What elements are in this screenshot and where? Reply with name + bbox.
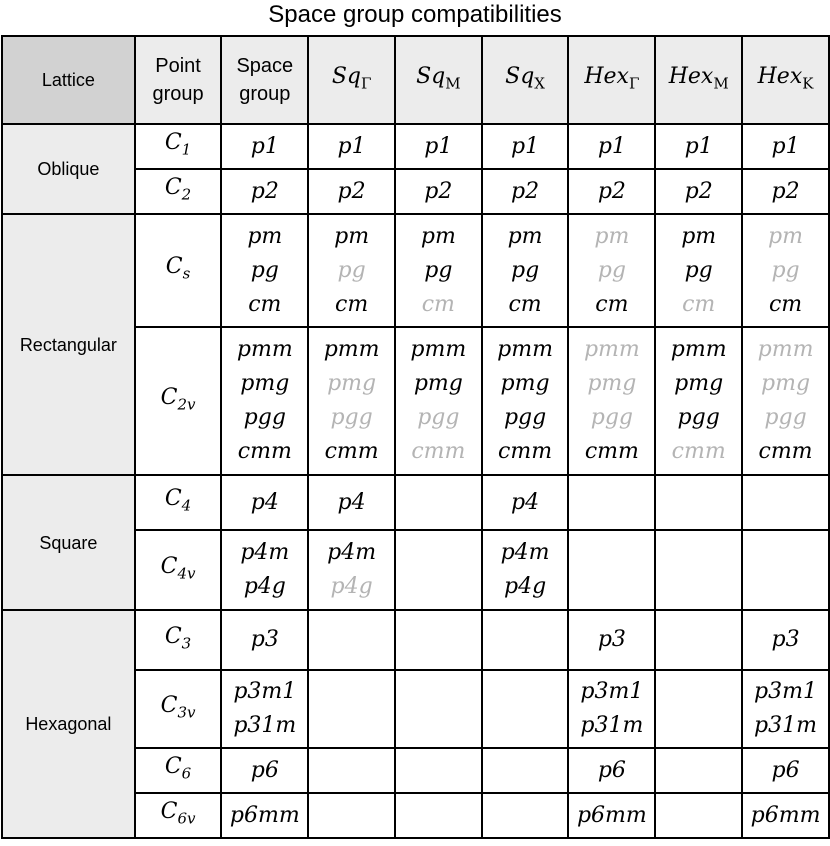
compatible-group: p1 [597,133,626,159]
compat-cell [482,748,569,793]
point-group-subscript: 3 [181,634,192,653]
space-group-label: p4g [243,574,286,599]
header-symbol: Hex [757,63,803,89]
point-group-symbol: C [160,692,178,718]
space-group-cell [221,327,308,475]
compatible-group: p2 [771,178,800,204]
compat-cell [568,670,655,748]
point-group-cell [135,793,222,838]
compatible-group: cmm [498,439,553,464]
space-group-label: p6 [250,757,279,783]
header-sq-2 [482,36,569,124]
incompatible-group: pmm [757,337,814,362]
space-group-cell [221,793,308,838]
compatible-group: pg [424,257,453,283]
space-group-label: p1 [250,133,279,159]
compat-cell [568,748,655,793]
space-group-label: p3m1 [233,679,297,704]
compatible-group: pm [420,223,456,249]
space-group-label: pmg [240,371,290,396]
space-group-cell [221,169,308,214]
compat-cell [655,214,742,327]
compat-cell [482,327,569,475]
compatible-group: pmm [410,337,467,362]
compat-cell [742,475,829,530]
header-space-group [221,36,308,124]
header-text: Space [236,55,294,77]
compatible-group: pm [681,223,717,249]
point-group-symbol: C [164,486,182,512]
compat-cell [308,610,395,670]
incompatible-group: pm [594,223,630,249]
compatible-group: p1 [771,133,800,159]
point-group-symbol: C [164,175,182,201]
compat-cell [655,610,742,670]
lattice-oblique: Oblique [2,124,135,214]
compatible-group: cm [508,291,542,317]
compat-cell [482,610,569,670]
header-hex-3 [568,36,655,124]
compatible-group: pmg [413,371,463,396]
compatible-group: p2 [511,178,540,204]
compat-cell [568,169,655,214]
compat-cell [742,670,829,748]
header-subscript: M [713,74,729,93]
compatible-group: cm [335,291,369,317]
compat-cell [655,793,742,838]
table-row [2,124,829,169]
point-group-subscript: 2 [181,185,192,204]
incompatible-group: pmm [583,337,640,362]
compat-cell [395,670,482,748]
point-group-subscript: 3v [177,703,196,722]
point-group-symbol: C [164,754,182,780]
incompatible-group: pg [771,257,800,283]
compat-cell [308,530,395,610]
point-group-symbol: C [160,799,178,825]
compat-cell [655,670,742,748]
point-group-symbol: C [165,254,183,280]
compatible-group: p6mm [576,802,647,828]
point-group-cell [135,214,222,327]
space-group-label: cmm [237,439,292,464]
compat-cell [395,214,482,327]
header-subscript: X [534,74,545,93]
compat-cell [568,793,655,838]
compatible-group: p6mm [750,802,821,828]
header-subscript: Γ [628,74,640,93]
incompatible-group: pgg [417,405,460,430]
compatible-group: pgg [677,405,720,430]
compatible-group: p6 [771,757,800,783]
compat-cell [395,748,482,793]
compat-cell [308,169,395,214]
compatible-group: p2 [684,178,713,204]
lattice-hexagonal: Hexagonal [2,610,135,838]
compat-cell [308,670,395,748]
compat-cell [568,124,655,169]
compatible-group: p4 [337,489,366,515]
header-symbol: Hex [668,63,714,89]
compat-cell [655,475,742,530]
compatible-group: pmm [670,337,727,362]
compatible-group: pmm [497,337,553,362]
space-group-label: p6mm [229,802,300,828]
point-group-subscript: s [182,264,191,283]
incompatible-group: pmg [587,371,637,396]
space-group-cell [221,670,308,748]
compat-cell [482,793,569,838]
compat-cell [742,124,829,169]
incompatible-group: p4g [330,574,373,599]
compat-cell [395,793,482,838]
space-group-label: pm [247,223,283,249]
compat-cell [395,124,482,169]
point-group-subscript: 4 [181,496,192,515]
space-group-label: pgg [243,405,286,430]
header-text: group [239,83,291,105]
point-group-symbol: C [160,384,178,410]
compat-cell [568,610,655,670]
page-title: Space group compatibilities [268,1,562,28]
incompatible-group: pgg [764,405,807,430]
compatible-group: pg [684,257,713,283]
compat-cell [742,530,829,610]
compatible-group: p2 [597,178,626,204]
header-sq-0 [308,36,395,124]
space-group-label: p2 [250,178,279,204]
space-group-label: p4 [250,489,279,515]
compatible-group: pg [510,257,540,283]
lattice-rectangular: Rectangular [2,214,135,475]
incompatible-group: pgg [590,405,633,430]
compat-cell [395,475,482,530]
header-subscript: K [802,74,814,93]
compatible-group: p1 [511,133,540,159]
table-row [2,610,829,670]
compat-cell [482,169,569,214]
compatible-group: p3m1 [754,679,817,704]
compatible-group: p2 [337,178,366,204]
table-row [2,214,829,327]
point-group-cell [135,748,222,793]
compatible-group: p3m1 [580,679,644,704]
compat-cell [568,214,655,327]
compatible-group: pm [334,223,370,249]
space-group-cell [221,530,308,610]
header-point-group [135,36,222,124]
space-group-label: p3 [250,627,279,652]
compat-cell [482,124,569,169]
space-group-label: pmm [236,337,293,362]
compat-cell [568,530,655,610]
header-text: Point [155,55,201,77]
header-hex-4 [655,36,742,124]
compat-cell [742,610,829,670]
compatible-group: p3 [771,627,800,652]
compat-cell [395,327,482,475]
space-group-cell [221,124,308,169]
header-sq-1 [395,36,482,124]
space-group-label: p4m [240,540,290,565]
point-group-subscript: 4v [177,564,196,583]
header-row [2,36,829,124]
incompatible-group: pgg [330,405,373,430]
compat-cell [655,124,742,169]
compatible-group: pmm [323,337,380,362]
incompatible-group: cm [421,291,455,317]
point-group-symbol: C [164,623,182,649]
header-hex-5 [742,36,829,124]
compatible-group: cm [595,291,629,317]
compatible-group: p1 [337,133,366,159]
space-group-label: p31m [233,713,297,738]
compat-cell [395,169,482,214]
point-group-cell [135,610,222,670]
space-group-label: cm [248,291,282,317]
space-group-cell [221,748,308,793]
compatible-group: p4m [500,540,550,565]
compat-cell [482,530,569,610]
compatible-group: pm [507,223,543,249]
compatible-group: p4g [503,574,547,599]
compat-cell [395,610,482,670]
compatible-group: pmg [500,371,550,396]
space-group-cell [221,214,308,327]
compat-cell [742,169,829,214]
compatible-group: p2 [424,178,453,204]
compatible-group: p1 [424,133,453,159]
incompatible-group: pg [337,257,366,283]
incompatible-group: pmg [327,371,377,396]
point-group-symbol: C [164,130,182,156]
compatible-group: p4 [511,489,540,515]
compatible-group: pgg [503,405,547,430]
compat-cell [568,475,655,530]
point-group-symbol: C [160,553,178,579]
compat-cell [655,327,742,475]
point-group-subscript: 6 [181,764,192,783]
compat-cell [308,214,395,327]
incompatible-group: pg [597,257,626,283]
compat-cell [742,748,829,793]
compat-cell [482,475,569,530]
header-subscript: Γ [360,74,372,93]
compat-cell [395,530,482,610]
header-symbol: Sq [505,63,535,89]
space-group-cell [221,475,308,530]
header-lattice: Lattice [2,36,135,124]
header-text: group [152,83,204,105]
compat-cell [482,670,569,748]
table-row [2,475,829,530]
space-group-cell [221,610,308,670]
compatible-group: p4m [327,540,377,565]
compat-cell [742,214,829,327]
point-group-subscript: 2v [177,395,196,414]
compatible-group: cm [768,291,803,317]
space-group-label: pg [250,257,279,283]
compatibility-table [1,35,830,839]
header-symbol: Hex [584,63,629,89]
compat-cell [655,530,742,610]
compatible-group: cmm [584,439,639,464]
compat-cell [655,169,742,214]
compat-cell [742,793,829,838]
compatible-group: pmg [674,371,724,396]
point-group-cell [135,530,222,610]
point-group-cell [135,670,222,748]
compat-cell [308,793,395,838]
compatible-group: p6 [597,757,626,783]
point-group-cell [135,169,222,214]
header-subscript: M [445,74,461,93]
compat-cell [568,327,655,475]
compatible-group: p1 [684,133,713,159]
compat-cell [308,327,395,475]
compatible-group: cmm [324,439,379,464]
compatible-group: p31m [580,713,644,738]
incompatible-group: cmm [671,439,726,464]
compatible-group: p3 [597,627,626,652]
compat-cell [742,327,829,475]
header-symbol: Sq [331,63,361,89]
incompatible-group: pmg [761,371,811,396]
lattice-square: Square [2,475,135,610]
point-group-cell [135,327,222,475]
compat-cell [308,748,395,793]
incompatible-group: cm [682,291,716,317]
incompatible-group: cmm [411,439,466,464]
point-group-subscript: 1 [181,140,192,159]
compat-cell [482,214,569,327]
point-group-cell [135,475,222,530]
compat-cell [655,748,742,793]
compat-cell [308,124,395,169]
incompatible-group: pm [768,223,803,249]
point-group-cell [135,124,222,169]
compat-cell [308,475,395,530]
compatible-group: cmm [758,439,813,464]
header-symbol: Sq [416,63,446,89]
compatible-group: p31m [754,713,817,738]
point-group-subscript: 6v [177,809,196,828]
